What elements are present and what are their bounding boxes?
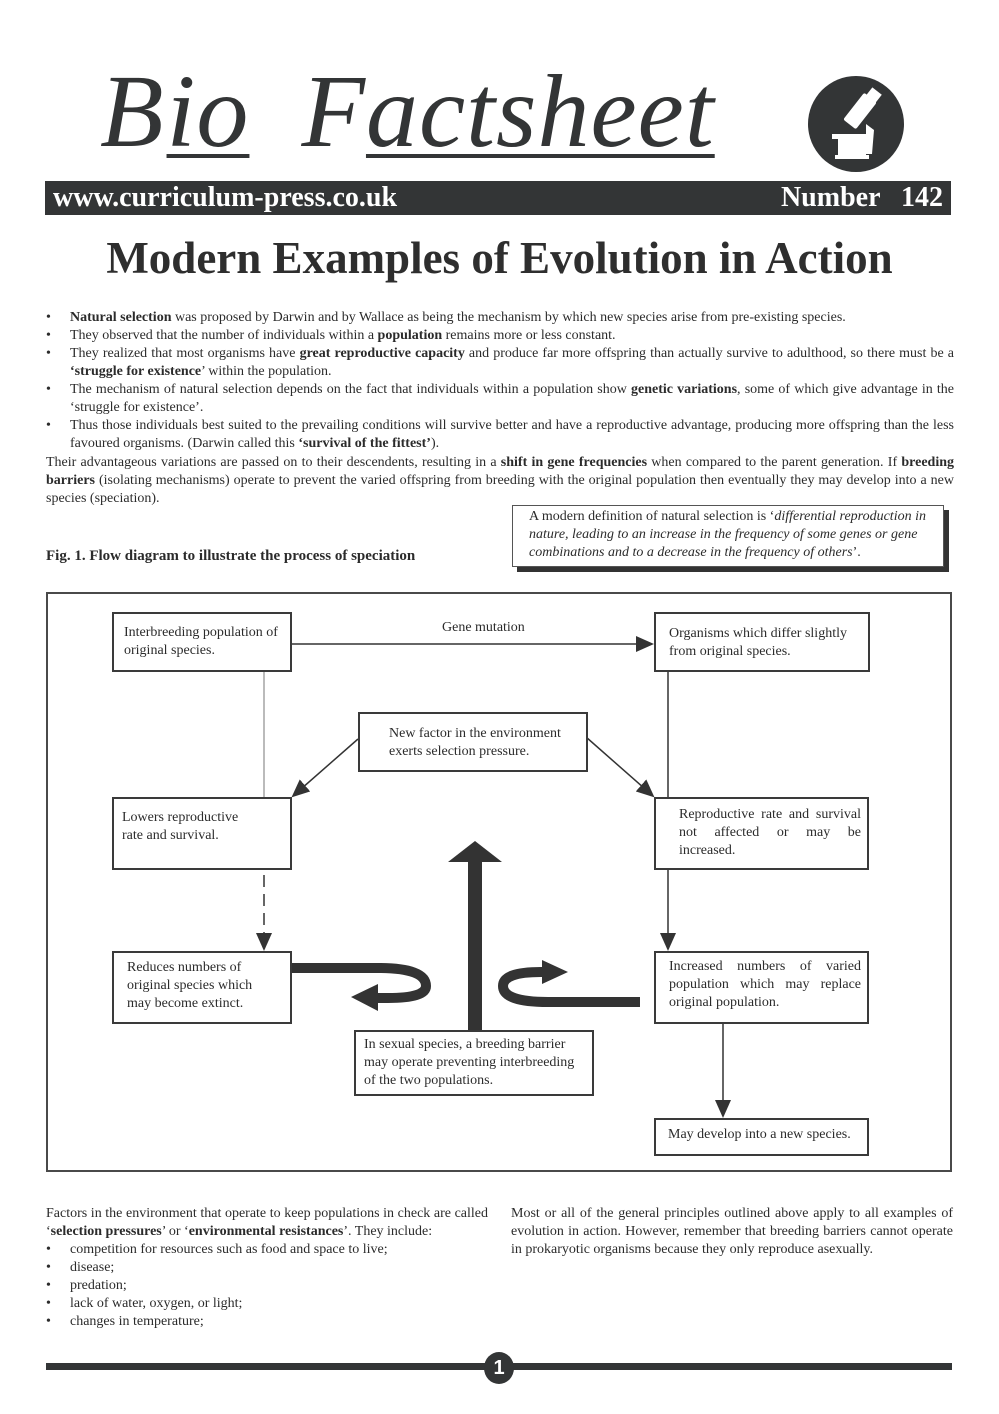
- node-new-species: May develop into a new species.: [654, 1118, 869, 1156]
- selection-pressures-list: [46, 1241, 488, 1331]
- node-interbreeding-population: Interbreeding population of original species.: [112, 612, 292, 672]
- header-bar: [45, 181, 951, 215]
- node-new-environmental-factor: New factor in the environment exerts selection pressure.: [358, 712, 588, 772]
- node-not-affected: Reproductive rate and survival not affected or may be increased.: [654, 797, 869, 870]
- list-item: • competition for resources such as food and space to live;: [46, 1241, 488, 1259]
- selection-pressures-column: Factors in the environment that operate to keep populations in check are called ‘selection pressures’ or ‘environmental resistances’. They include: • competition for resources such as food and space to live; • disease; • predation; • lack of water, oxygen, or light; • changes in temperature;: [46, 1205, 488, 1331]
- list-item: • predation;: [46, 1277, 488, 1295]
- intro-paragraph: Their advantageous variations are passed on to their descendents, resulting in a shift in gene frequencies when compared to the parent generation. If breeding barriers (isolating mechanisms) operate to prevent the varied offspring from breeding with the original population then eventually they may develop into a new species (speciation).: [46, 455, 954, 506]
- node-increased-numbers: Increased numbers of varied population which may replace original population.: [654, 951, 869, 1024]
- general-principles-column: Most or all of the general principles outlined above apply to all examples of evolution in action. However, remember that breeding barriers cannot operate in prokaryotic organisms because they only reproduce asexually.: [511, 1206, 953, 1257]
- website-link[interactable]: www.curriculum-press.co.uk: [53, 182, 398, 213]
- node-organisms-differ: Organisms which differ slightly from original species.: [654, 612, 870, 672]
- microscope-icon: [808, 76, 904, 172]
- node-reduces-numbers: Reduces numbers of original species which may become extinct.: [112, 951, 292, 1024]
- list-item: • They observed that the number of individuals within a population remains more or less constant.: [46, 327, 954, 345]
- masthead-b: B: [100, 54, 165, 169]
- speciation-flow-diagram: [46, 592, 952, 1172]
- list-item: • disease;: [46, 1259, 488, 1277]
- masthead-actsheet: actsheet: [365, 54, 715, 169]
- masthead-io: io: [166, 54, 250, 169]
- list-item: • They realized that most organisms have great reproductive capacity and produce far more offspring than actually survive to adulthood, so there must be a ‘struggle for existence’ within the population.: [46, 345, 954, 381]
- node-breeding-barrier: In sexual species, a breeding barrier may operate preventing interbreeding of the two populations.: [354, 1030, 594, 1096]
- masthead-title: [100, 54, 715, 169]
- figure-caption: Fig. 1. Flow diagram to illustrate the process of speciation: [46, 548, 416, 564]
- list-item: • changes in temperature;: [46, 1313, 488, 1331]
- masthead-f: F: [301, 54, 366, 169]
- intro-bullet-list: [46, 309, 954, 453]
- list-item: • Natural selection was proposed by Darwin and by Wallace as being the mechanism by which new species arise from pre-existing species.: [46, 309, 954, 327]
- list-item: • lack of water, oxygen, or light;: [46, 1295, 488, 1313]
- node-lowers-reproductive-rate: Lowers reproductive rate and survival.: [112, 797, 292, 870]
- definition-box: A modern definition of natural selection is ‘differential reproduction in nature, leading to an increase in the frequency of some genes or gene combinations and to a decrease in the frequency of others’.: [512, 505, 944, 567]
- page-number-badge: 1: [484, 1352, 514, 1384]
- issue-number: Number 142: [780, 182, 943, 213]
- edge-label-gene-mutation: Gene mutation: [442, 620, 525, 635]
- list-item: • The mechanism of natural selection depends on the fact that individuals within a population show genetic variations, some of which give advantage in the ‘struggle for existence’.: [46, 381, 954, 417]
- list-item: • Thus those individuals best suited to the prevailing conditions will survive better and have a reproductive advantage, producing more offspring than the less favoured organisms. (Darwin called this ‘survival of the fittest’).: [46, 417, 954, 453]
- page-title: Modern Examples of Evolution in Action: [106, 233, 893, 283]
